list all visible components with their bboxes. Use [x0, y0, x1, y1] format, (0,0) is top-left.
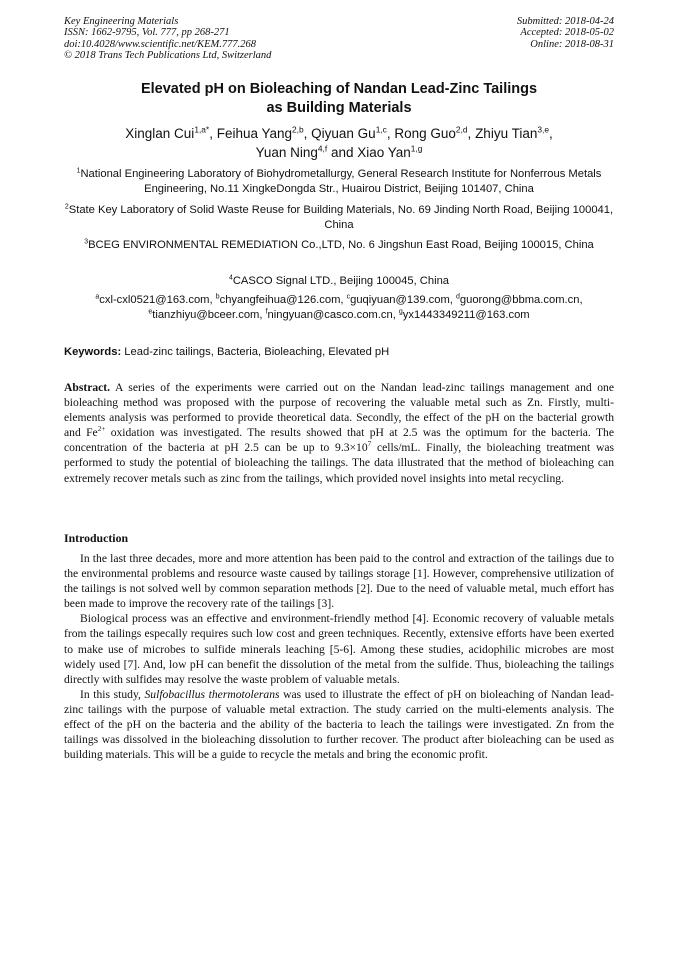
dates-header — [517, 16, 614, 50]
author-affiliation-mark: 1,g — [410, 143, 423, 154]
journal-doi: doi:10.4028/www.scientific.net/KEM.777.268 — [64, 38, 256, 50]
abstract-text: oxidation was investigated. The results showed that pH at 2.5 was the optimum for the bacteria. The concentration of the bacteria at pH 2.5 can be up to 9.3×10 — [64, 426, 614, 455]
species-name: Sulfobacillus thermotolerans — [144, 687, 280, 701]
submitted-date: Submitted: 2018-04-24 — [516, 16, 614, 27]
author-separator: , — [209, 126, 217, 141]
affiliation-2 — [64, 203, 614, 233]
author-affiliation-mark: 2,b — [292, 124, 304, 135]
accepted-date: Accepted: 2018-05-02 — [520, 27, 614, 39]
title-line-1: Elevated pH on Bioleaching of Nandan Lead-Zinc Tailings — [140, 81, 538, 97]
author-separator: , — [467, 126, 476, 141]
affiliation-1 — [64, 167, 614, 197]
introduction-paragraph-2: Biological process was an effective and environment-friendly method [4]. Economic recovery of valuable metals from the tailings especally requires such low cost and green techniques. Recently, extensive efforts have been exerted to make use of microbes to sulfide minerals leaching [5-6]. Among these studies, acidophilic microbes are most widely used [7]. And, low pH can benefit the dissolution of the metal from the sulfide. Thus, bioleaching the tailings directly with sulfides may resolve the waste problem of valuable metals. — [64, 612, 614, 686]
email-mark: e — [148, 308, 153, 316]
email-separator: , — [449, 294, 457, 306]
email-address: ningyuan@casco.com.cn — [267, 309, 393, 321]
author-name: Xinglan Cui — [125, 126, 195, 141]
keywords-text: Lead-zinc tailings, Bacteria, Bioleaching, Elevated pH — [121, 346, 390, 358]
affiliation-mark: 2 — [64, 203, 69, 211]
journal-copyright: © 2018 Trans Tech Publications Ltd, Switzerland — [64, 49, 272, 61]
email-address: guorong@bbma.com.cn — [459, 294, 580, 306]
email-mark: a — [95, 293, 100, 301]
abstract-text: A series of the experiments were carried out on the Nandan lead-zinc tailings management and one bioleaching method was proposed with the purpose of recovering the valuable metal such as Zn. Firstly, multi-elements analysis was performed to provide theoretical data. Secondly, the effect of the pH on the bacterial growth and Fe — [64, 381, 614, 440]
affiliation-text: BCEG ENVIRONMENTAL REMEDIATION Co.,LTD, No. 6 Jingshun East Road, Beijing 100015, China — [88, 239, 594, 251]
author-separator: , — [303, 126, 312, 141]
affiliation-4 — [64, 274, 614, 289]
author-name: Qiyuan Gu — [311, 126, 376, 141]
email-mark: c — [346, 293, 351, 301]
affiliation-text: CASCO Signal LTD., Beijing 100045, China — [232, 275, 450, 287]
abstract-label: Abstract. — [64, 381, 111, 394]
email-address: tianzhiyu@bceer.com — [152, 309, 260, 321]
author-name: Xiao Yan — [357, 145, 411, 160]
paper-title — [64, 80, 614, 118]
author-affiliation-mark: 2,d — [455, 124, 468, 135]
email-mark: b — [215, 293, 220, 301]
affiliation-mark: 1 — [76, 167, 81, 175]
journal-issn: ISSN: 1662-9795, Vol. 777, pp 268-271 — [64, 27, 230, 39]
email-address: cxl-cxl0521@163.com — [99, 294, 210, 306]
author-name: Zhiyu Tian — [475, 126, 538, 141]
online-date: Online: 2018-08-31 — [530, 38, 614, 50]
author-affiliation-mark: 1,a* — [194, 124, 210, 135]
abstract-paragraph — [64, 380, 614, 486]
email-mark: f — [265, 308, 268, 316]
journal-name: Key Engineering Materials — [64, 16, 179, 27]
affiliation-mark: 4 — [228, 274, 233, 282]
title-line-2: as Building Materials — [266, 100, 412, 116]
email-address: guqiyuan@139.com — [350, 294, 450, 306]
journal-header — [64, 16, 271, 61]
keywords-line — [64, 345, 614, 359]
email-address: chyangfeihua@126.com — [219, 294, 341, 306]
introduction-paragraph-1: In the last three decades, more and more attention has been paid to the control and extraction of the tailings due to the environmental problems and resource waste caused by tailings storage [1]. However, comprehensive utilization of the tailings is not solved well by common separation methods [2]. Due to the need of valuable metal, much effort has been made to improve the recovery rate of the tailings [3]. — [64, 552, 614, 611]
author-list — [64, 124, 614, 162]
author-affiliation-mark: 4,f — [317, 143, 328, 154]
affiliation-text: National Engineering Laboratory of Biohydrometallurgy, General Research Institute for Nonferrous Metals Engineering, No.11 XingkeDongda Str., Huairou District, Beijing 101407, China — [80, 168, 602, 195]
author-name: Rong Guo — [394, 126, 456, 141]
abstract-superscript: 7 — [367, 440, 372, 449]
abstract-superscript: 2+ — [97, 425, 106, 434]
author-affiliation-mark: 1,c — [375, 124, 387, 135]
author-separator: , — [548, 126, 553, 141]
abstract-text: cells/mL. Finally, the bioleaching treatment was performed to study the potential of bioleaching the tailings. The data illustrated that the method of bioleaching can extremely recover metals such as zinc from the tailings, which provided novel insights into metal recycling. — [64, 441, 614, 485]
email-mark: g — [398, 308, 403, 316]
author-name: Yuan Ning — [255, 145, 318, 160]
email-mark: d — [456, 293, 460, 301]
abstract — [64, 380, 614, 486]
affiliation-mark: 3 — [84, 238, 89, 246]
paragraph-text: In this study, — [80, 687, 145, 701]
email-separator: , — [209, 294, 216, 306]
email-list — [64, 293, 614, 323]
introduction-paragraph-3 — [64, 687, 614, 762]
keywords-label: Keywords: — [64, 346, 122, 358]
affiliation-text: State Key Laboratory of Solid Waste Reuse for Building Materials, No. 69 Jinding North Road, Beijing 100041, China — [68, 204, 614, 231]
email-separator: , — [340, 294, 347, 306]
email-address: yx1443349211@163.com — [402, 309, 530, 321]
author-affiliation-mark: 3,e — [537, 124, 549, 135]
email-separator: , — [259, 309, 266, 321]
author-separator: and — [327, 145, 358, 160]
affiliation-3 — [64, 238, 614, 253]
section-heading-introduction: Introduction — [64, 531, 129, 545]
author-separator: , — [386, 126, 395, 141]
email-separator: , — [579, 294, 583, 306]
author-name: Feihua Yang — [216, 126, 293, 141]
paragraph-text: was used to illustrate the effect of pH on bioleaching of Nandan lead-zinc tailings with the purpose of valuable metal extraction. The study carried on the multi-elements analysis. The effect of the pH on the bacteria and the ability of the bacteria to leach the tailings were investigated. Zn from the tailings was dissolved in the bioleaching dissolution to further recover. The product after bioleaching can be used as building materials. This will be a guide to recycle the metals and bring the economic profit. — [64, 687, 614, 762]
email-separator: , — [392, 309, 399, 321]
introduction-body — [64, 551, 614, 762]
